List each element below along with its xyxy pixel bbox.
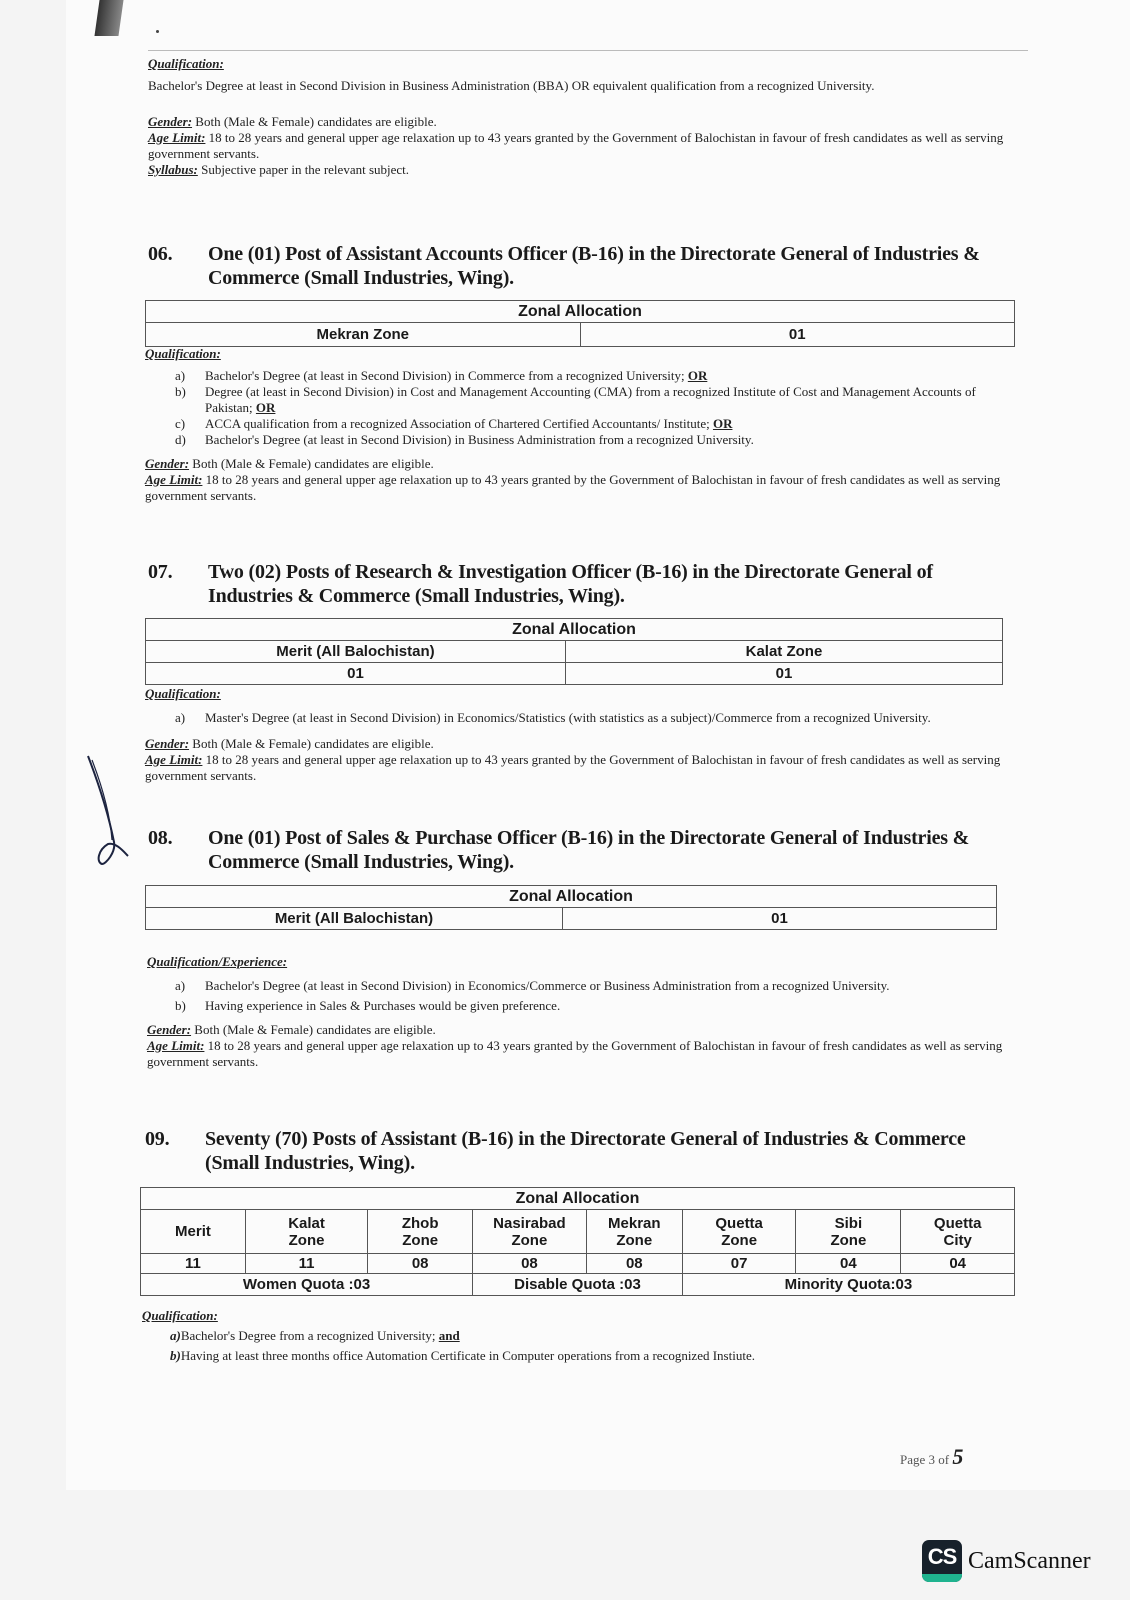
qualification-item: d) Bachelor's Degree (at least in Second Division) in Business Administration from a recognized University. — [175, 432, 754, 447]
post-09-heading — [145, 1127, 1025, 1177]
zone-header-quetta: Quetta Zone — [682, 1210, 796, 1254]
qualification-list — [175, 978, 1009, 1014]
zone-cell: Kalat Zone — [565, 641, 1002, 663]
zonal-allocation-header: Zonal Allocation — [141, 1188, 1015, 1210]
post-06-heading — [148, 242, 1028, 292]
gender-line: Gender: Both (Male & Female) candidates are eligible. — [145, 736, 434, 751]
gender-text: Both (Male & Female) candidates are eligible. — [195, 114, 437, 129]
qualification-item: a) Bachelor's Degree (at least in Second Division) in Commerce from a recognized University; OR — [175, 368, 708, 383]
prev-post-continuation — [148, 56, 1028, 178]
post-number: 06. — [148, 243, 173, 265]
post-number: 09. — [145, 1128, 170, 1150]
post-06-zonal-table — [145, 300, 1015, 347]
qualification-item: c) ACCA qualification from a recognized Association of Chartered Certified Accountants/ Institute; OR — [175, 416, 733, 431]
disable-quota-cell: Disable Quota :03 — [473, 1274, 683, 1296]
qualification-item: b) Degree (at least in Second Division) in Cost and Management Accounting (CMA) from a recognized Institute of Cost and Management Accounts of Pakistan; OR — [175, 384, 976, 415]
qualification-list — [175, 710, 1015, 726]
value-cell: 08 — [473, 1254, 587, 1274]
zonal-allocation-header: Zonal Allocation — [146, 301, 1015, 323]
age-text: 18 to 28 years and general upper age relaxation up to 43 years granted by the Government of Balochistan in favour of fresh candidates as well as serving government servants. — [148, 130, 1004, 161]
qualification-label: Qualification: — [145, 346, 221, 361]
post-08-details — [147, 954, 1027, 1070]
post-06-details — [145, 346, 1025, 504]
post-title: Seventy (70) Posts of Assistant (B-16) in the Directorate General of Industries & Commerce (Small Industries, Wing). — [205, 1128, 966, 1174]
value-cell: 01 — [562, 908, 996, 930]
zone-header-merit: Merit — [141, 1210, 246, 1254]
qualification-item: a)Bachelor's Degree from a recognized University; and — [170, 1328, 460, 1343]
post-number: 07. — [148, 561, 173, 583]
post-08-zonal-table — [145, 885, 997, 930]
zone-header-nasirabad: Nasirabad Zone — [473, 1210, 587, 1254]
zone-cell: Mekran Zone — [146, 323, 581, 347]
age-line: Age Limit: 18 to 28 years and general upper age relaxation up to 43 years granted by the Government of Balochistan in favour of fresh candidates as well as serving government servants. — [147, 1038, 1003, 1069]
qualification-label: Qualification: — [148, 56, 224, 71]
age-line: Age Limit: 18 to 28 years and general upper age relaxation up to 43 years granted by the Government of Balochistan in favour of fresh candidates as well as serving government servants. — [145, 472, 1001, 503]
zonal-allocation-header: Zonal Allocation — [146, 619, 1003, 641]
qualification-label: Qualification: — [142, 1308, 218, 1323]
zone-cell: Merit (All Balochistan) — [146, 641, 566, 663]
handwritten-mark-icon — [84, 752, 134, 872]
value-cell: 04 — [901, 1254, 1015, 1274]
qualification-item: a) Bachelor's Degree (at least in Second Division) in Economics/Commerce or Business Administration from a recognized University. — [175, 978, 890, 993]
age-line: Age Limit: 18 to 28 years and general upper age relaxation up to 43 years granted by the Government of Balochistan in favour of fresh candidates as well as serving government servants. — [145, 752, 1001, 783]
gender-line — [148, 114, 1028, 130]
post-09-zonal-table — [140, 1187, 1015, 1296]
qualification-item: b) Having experience in Sales & Purchases would be given preference. — [175, 998, 561, 1013]
qualification-text: Bachelor's Degree at least in Second Division in Business Administration (BBA) OR equivalent qualification from a recognized University. — [148, 78, 875, 93]
women-quota-cell: Women Quota :03 — [141, 1274, 473, 1296]
scan-shadow-edge — [94, 0, 123, 36]
syllabus-text: Subjective paper in the relevant subject. — [201, 162, 410, 177]
camscanner-logo-icon: CS — [922, 1540, 962, 1582]
top-divider — [148, 50, 1028, 51]
zone-header-zhob: Zhob Zone — [368, 1210, 473, 1254]
post-07-details — [145, 686, 1025, 784]
post-09-details — [142, 1308, 1022, 1364]
qualification-list — [175, 368, 1015, 448]
qualification-item: b)Having at least three months office Automation Certificate in Computer operations from a recognized Instiute. — [170, 1348, 755, 1363]
syllabus-line — [148, 162, 1028, 178]
qualification-item: a) Master's Degree (at least in Second Division) in Economics/Statistics (with statistics as a subject)/Commerce from a recognized University. — [175, 710, 931, 725]
value-cell: 01 — [580, 323, 1015, 347]
page-total-handwritten: 5 — [952, 1444, 964, 1469]
qualification-label: Qualification: — [145, 686, 221, 701]
post-07-heading — [148, 560, 1028, 610]
value-cell: 11 — [245, 1254, 367, 1274]
value-cell: 11 — [141, 1254, 246, 1274]
post-number: 08. — [148, 827, 173, 849]
value-cell: 04 — [796, 1254, 901, 1274]
gender-line: Gender: Both (Male & Female) candidates are eligible. — [145, 456, 434, 471]
zone-header-sibi: Sibi Zone — [796, 1210, 901, 1254]
qualification-list — [170, 1328, 1010, 1364]
camscanner-brand: CamScanner — [968, 1548, 1091, 1574]
value-cell: 08 — [368, 1254, 473, 1274]
zone-header-quetta-city: Quetta City — [901, 1210, 1015, 1254]
zonal-allocation-header: Zonal Allocation — [146, 886, 997, 908]
zone-header-kalat: Kalat Zone — [245, 1210, 367, 1254]
page-number: Page 3 of 5 — [900, 1444, 964, 1469]
post-07-zonal-table — [145, 618, 1003, 685]
post-title: One (01) Post of Assistant Accounts Officer (B-16) in the Directorate General of Industries & Commerce (Small Industries, Wing). — [208, 243, 980, 289]
age-label: Age Limit: — [148, 130, 206, 145]
zone-cell: Merit (All Balochistan) — [146, 908, 563, 930]
post-title: One (01) Post of Sales & Purchase Officer (B-16) in the Directorate General of Industries & Commerce (Small Industries, Wing). — [208, 827, 970, 873]
minority-quota-cell: Minority Quota:03 — [682, 1274, 1014, 1296]
gender-label: Gender: — [148, 114, 193, 129]
syllabus-label: Syllabus: — [148, 162, 198, 177]
gender-line: Gender: Both (Male & Female) candidates are eligible. — [147, 1022, 436, 1037]
age-line — [148, 130, 1028, 162]
value-cell: 07 — [682, 1254, 796, 1274]
value-cell: 01 — [565, 663, 1002, 685]
value-cell: 08 — [586, 1254, 682, 1274]
post-08-heading — [148, 826, 1028, 876]
zone-header-mekran: Mekran Zone — [586, 1210, 682, 1254]
qualification-label: Qualification/Experience: — [147, 954, 288, 969]
scan-speck — [156, 30, 159, 33]
post-title: Two (02) Posts of Research & Investigation Officer (B-16) in the Directorate General of Industries & Commerce (Small Industries, Wing). — [208, 561, 933, 607]
value-cell: 01 — [146, 663, 566, 685]
